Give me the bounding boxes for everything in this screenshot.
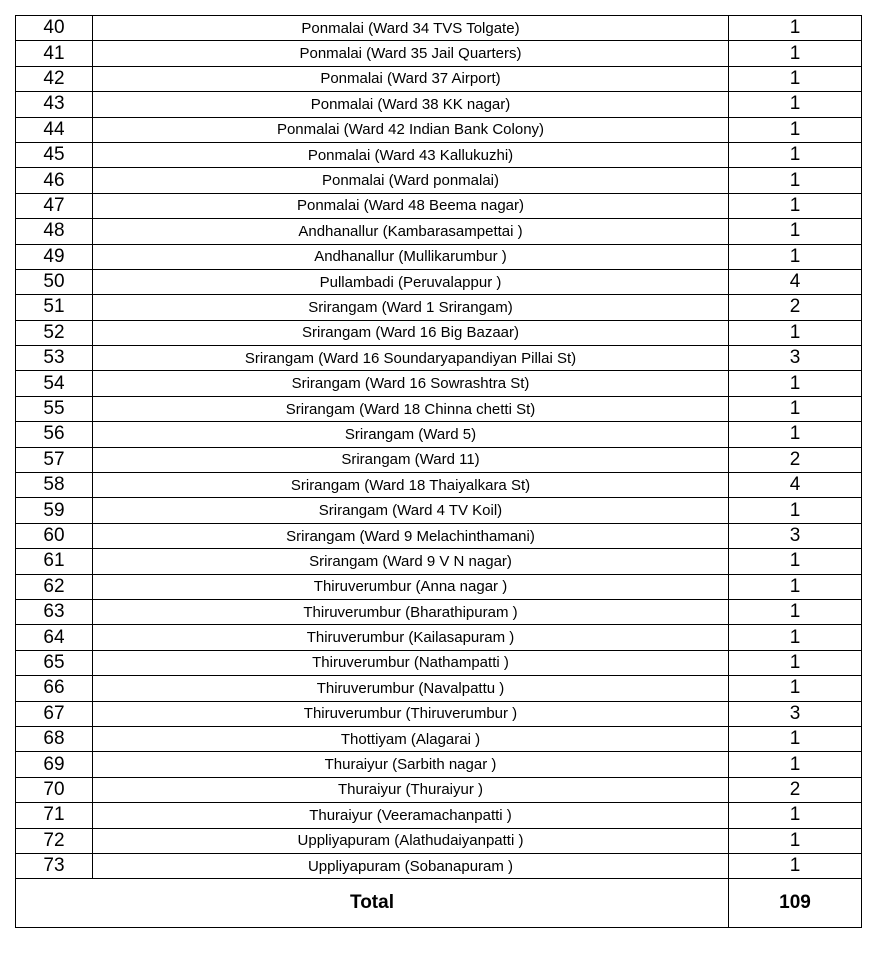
serial-number-cell: 64 [16,625,93,650]
table-row [16,549,862,574]
serial-number-cell: 71 [16,803,93,828]
serial-number-cell: 66 [16,676,93,701]
serial-number-cell: 73 [16,853,93,878]
case-count-table [15,15,862,928]
count-cell: 1 [729,117,862,142]
table-row [16,574,862,599]
count-cell: 1 [729,92,862,117]
location-cell: Thuraiyur (Sarbith nagar ) [93,752,729,777]
table-row [16,320,862,345]
location-cell: Thottiyam (Alagarai ) [93,726,729,751]
count-cell: 4 [729,473,862,498]
serial-number-cell: 63 [16,599,93,624]
serial-number-cell: 49 [16,244,93,269]
count-cell: 1 [729,853,862,878]
serial-number-cell: 58 [16,473,93,498]
table-row [16,396,862,421]
count-cell: 3 [729,523,862,548]
table-row [16,193,862,218]
count-cell: 1 [729,422,862,447]
location-cell: Srirangam (Ward 11) [93,447,729,472]
count-cell: 4 [729,269,862,294]
count-cell: 1 [729,726,862,751]
table-row [16,803,862,828]
serial-number-cell: 46 [16,168,93,193]
document-sheet [15,15,861,928]
serial-number-cell: 50 [16,269,93,294]
table-row [16,473,862,498]
serial-number-cell: 54 [16,371,93,396]
count-cell: 3 [729,346,862,371]
table-row [16,701,862,726]
count-cell: 1 [729,168,862,193]
serial-number-cell: 52 [16,320,93,345]
table-row [16,447,862,472]
location-cell: Srirangam (Ward 1 Srirangam) [93,295,729,320]
location-cell: Srirangam (Ward 9 Melachinthamani) [93,523,729,548]
count-cell: 1 [729,219,862,244]
count-cell: 1 [729,828,862,853]
table-row [16,346,862,371]
location-cell: Srirangam (Ward 5) [93,422,729,447]
count-cell: 1 [729,142,862,167]
count-cell: 1 [729,803,862,828]
count-cell: 1 [729,752,862,777]
count-cell: 1 [729,676,862,701]
location-cell: Srirangam (Ward 4 TV Koil) [93,498,729,523]
location-cell: Thuraiyur (Thuraiyur ) [93,777,729,802]
count-cell: 1 [729,371,862,396]
table-row [16,625,862,650]
count-cell: 2 [729,447,862,472]
count-cell: 1 [729,41,862,66]
count-cell: 1 [729,244,862,269]
table-row [16,853,862,878]
serial-number-cell: 56 [16,422,93,447]
serial-number-cell: 55 [16,396,93,421]
location-cell: Thiruverumbur (Nathampatti ) [93,650,729,675]
table-row [16,269,862,294]
serial-number-cell: 62 [16,574,93,599]
serial-number-cell: 45 [16,142,93,167]
location-cell: Thiruverumbur (Thiruverumbur ) [93,701,729,726]
table-row [16,498,862,523]
count-cell: 1 [729,574,862,599]
serial-number-cell: 47 [16,193,93,218]
table-row [16,523,862,548]
count-cell: 2 [729,777,862,802]
table-row [16,41,862,66]
location-cell: Ponmalai (Ward 42 Indian Bank Colony) [93,117,729,142]
serial-number-cell: 72 [16,828,93,853]
serial-number-cell: 70 [16,777,93,802]
total-value: 109 [729,879,862,928]
location-cell: Srirangam (Ward 16 Soundaryapandiyan Pillai St) [93,346,729,371]
location-cell: Uppliyapuram (Sobanapuram ) [93,853,729,878]
serial-number-cell: 48 [16,219,93,244]
serial-number-cell: 40 [16,16,93,41]
table-row [16,142,862,167]
table-row [16,650,862,675]
count-cell: 1 [729,16,862,41]
serial-number-cell: 53 [16,346,93,371]
count-cell: 1 [729,66,862,91]
location-cell: Thiruverumbur (Kailasapuram ) [93,625,729,650]
location-cell: Ponmalai (Ward 34 TVS Tolgate) [93,16,729,41]
count-cell: 1 [729,599,862,624]
location-cell: Thuraiyur (Veeramachanpatti ) [93,803,729,828]
serial-number-cell: 41 [16,41,93,66]
location-cell: Srirangam (Ward 16 Big Bazaar) [93,320,729,345]
location-cell: Ponmalai (Ward ponmalai) [93,168,729,193]
location-cell: Srirangam (Ward 18 Chinna chetti St) [93,396,729,421]
serial-number-cell: 57 [16,447,93,472]
table-row [16,117,862,142]
table-row [16,777,862,802]
count-cell: 1 [729,396,862,421]
count-cell: 3 [729,701,862,726]
location-cell: Thiruverumbur (Bharathipuram ) [93,599,729,624]
location-cell: Ponmalai (Ward 43 Kallukuzhi) [93,142,729,167]
table-row [16,726,862,751]
location-cell: Ponmalai (Ward 37 Airport) [93,66,729,91]
serial-number-cell: 69 [16,752,93,777]
serial-number-cell: 68 [16,726,93,751]
serial-number-cell: 43 [16,92,93,117]
table-row [16,599,862,624]
table-row [16,244,862,269]
location-cell: Pullambadi (Peruvalappur ) [93,269,729,294]
total-label: Total [16,879,729,928]
location-cell: Srirangam (Ward 9 V N nagar) [93,549,729,574]
location-cell: Ponmalai (Ward 48 Beema nagar) [93,193,729,218]
count-cell: 1 [729,549,862,574]
count-cell: 1 [729,193,862,218]
serial-number-cell: 61 [16,549,93,574]
table-row [16,168,862,193]
table-row [16,66,862,91]
table-row [16,752,862,777]
table-row [16,828,862,853]
location-cell: Uppliyapuram (Alathudaiyanpatti ) [93,828,729,853]
serial-number-cell: 59 [16,498,93,523]
location-cell: Andhanallur (Mullikarumbur ) [93,244,729,269]
count-cell: 1 [729,625,862,650]
serial-number-cell: 42 [16,66,93,91]
table-row [16,16,862,41]
serial-number-cell: 44 [16,117,93,142]
table-row [16,92,862,117]
location-cell: Ponmalai (Ward 35 Jail Quarters) [93,41,729,66]
count-cell: 2 [729,295,862,320]
serial-number-cell: 51 [16,295,93,320]
table-row [16,295,862,320]
count-cell: 1 [729,320,862,345]
location-cell: Thiruverumbur (Anna nagar ) [93,574,729,599]
serial-number-cell: 67 [16,701,93,726]
table-row [16,422,862,447]
total-row [16,879,862,928]
count-cell: 1 [729,650,862,675]
location-cell: Andhanallur (Kambarasampettai ) [93,219,729,244]
serial-number-cell: 60 [16,523,93,548]
serial-number-cell: 65 [16,650,93,675]
table-body [16,16,862,928]
table-row [16,371,862,396]
location-cell: Ponmalai (Ward 38 KK nagar) [93,92,729,117]
location-cell: Srirangam (Ward 18 Thaiyalkara St) [93,473,729,498]
location-cell: Thiruverumbur (Navalpattu ) [93,676,729,701]
count-cell: 1 [729,498,862,523]
location-cell: Srirangam (Ward 16 Sowrashtra St) [93,371,729,396]
table-row [16,676,862,701]
table-row [16,219,862,244]
